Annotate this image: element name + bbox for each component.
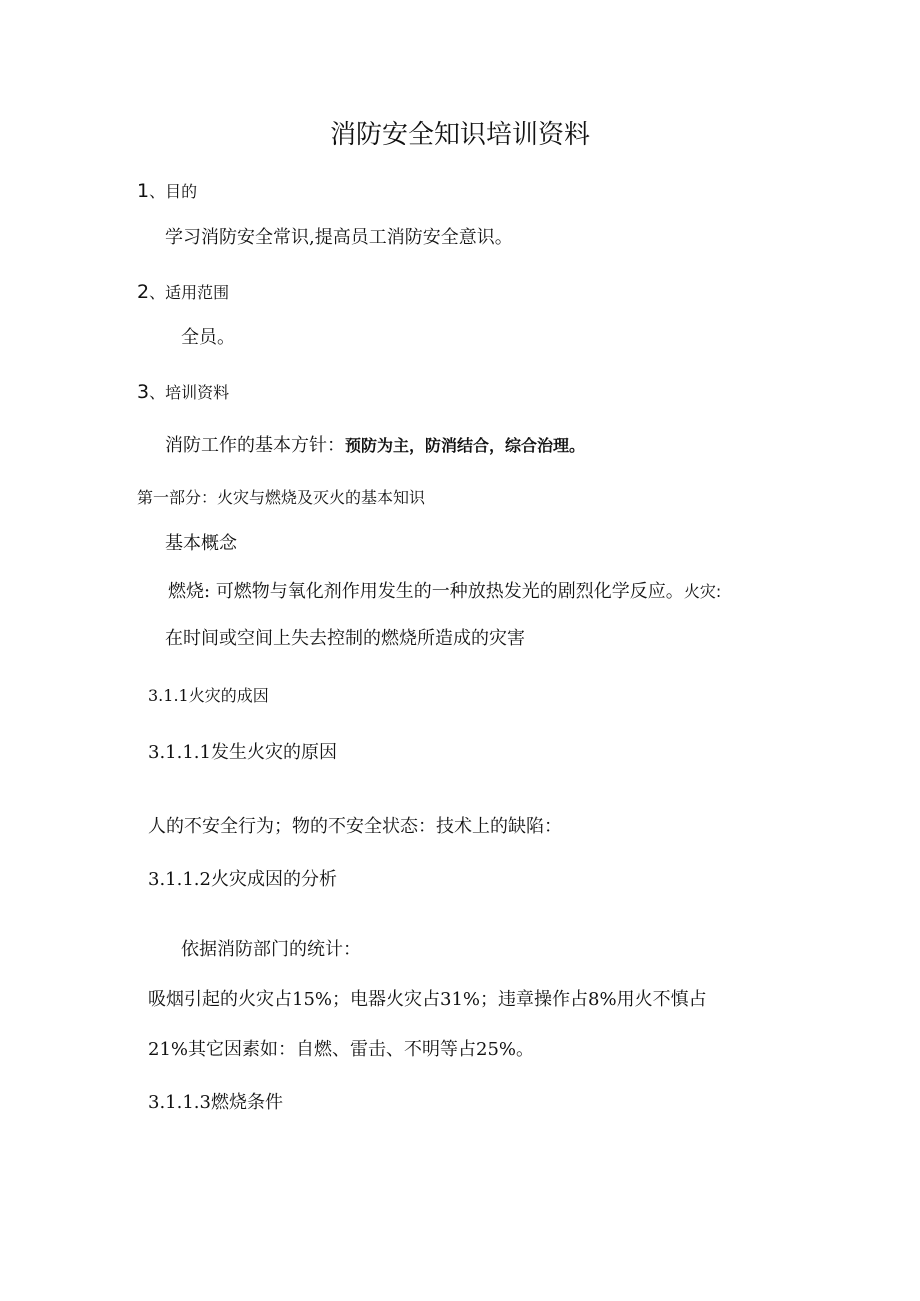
section-3-1-1-2-title: 火灾成因的分析 bbox=[210, 869, 337, 890]
section-1-body: 学习消防安全常识,提高员工消防安全意识。 bbox=[165, 227, 513, 248]
section-3-1-1-2-number: 3.1.1.2 bbox=[148, 869, 211, 890]
section-2-heading bbox=[137, 283, 229, 302]
section-3-1-1-1-number: 3.1.1.1 bbox=[148, 742, 211, 763]
statistics-line-1: 吸烟引起的火灾占15%；电器火灾占31%；违章操作占8%用火不慎占 bbox=[148, 989, 707, 1010]
combustion-label: 燃烧: bbox=[168, 581, 211, 602]
section-2-body: 全员。 bbox=[181, 327, 235, 348]
fire-causes-text: 人的不安全行为；物的不安全状态：技术上的缺陷： bbox=[148, 816, 562, 837]
section-1-number: 1 bbox=[137, 180, 150, 202]
document-title: 消防安全知识培训资料 bbox=[329, 120, 590, 150]
part-one-heading: 第一部分：火灾与燃烧及灭火的基本知识 bbox=[137, 488, 426, 507]
section-2-title: 、适用范围 bbox=[149, 283, 230, 302]
section-3-1-1-1-heading bbox=[148, 744, 337, 762]
combustion-text: 可燃物与氧化剂作用发生的一种放热发光的剧烈化学反应。 bbox=[215, 581, 684, 602]
policy-text: 预防为主，防消结合，综合治理。 bbox=[345, 436, 586, 455]
section-1-title: 、目的 bbox=[149, 182, 198, 201]
section-3-body bbox=[165, 437, 585, 455]
fire-label: 火灾: bbox=[683, 582, 722, 601]
section-3-number: 3 bbox=[137, 381, 150, 403]
section-3-1-1-3-number: 3.1.1.3 bbox=[148, 1092, 211, 1113]
section-3-heading bbox=[137, 383, 229, 402]
section-3-1-1-title: 火灾的成因 bbox=[188, 686, 269, 705]
statistics-intro: 依据消防部门的统计： bbox=[181, 939, 361, 960]
fire-definition: 在时间或空间上失去控制的燃烧所造成的灾害 bbox=[165, 628, 525, 649]
section-1-heading bbox=[137, 182, 197, 201]
combustion-definition bbox=[168, 583, 721, 601]
section-3-1-1-2-heading bbox=[148, 871, 337, 889]
section-2-number: 2 bbox=[137, 281, 150, 303]
basic-concepts-heading: 基本概念 bbox=[165, 533, 237, 554]
section-3-1-1-number: 3.1.1 bbox=[148, 686, 189, 705]
section-3-title: 、培训资料 bbox=[149, 383, 230, 402]
section-3-1-1-3-heading bbox=[148, 1094, 283, 1112]
section-3-1-1-heading bbox=[148, 688, 269, 704]
section-3-1-1-3-title: 燃烧条件 bbox=[210, 1092, 283, 1113]
policy-prefix: 消防工作的基本方针： bbox=[165, 435, 345, 456]
statistics-line-2: 21%其它因素如：自燃、雷击、不明等占25%。 bbox=[148, 1039, 535, 1060]
section-3-1-1-1-title: 发生火灾的原因 bbox=[210, 742, 337, 763]
